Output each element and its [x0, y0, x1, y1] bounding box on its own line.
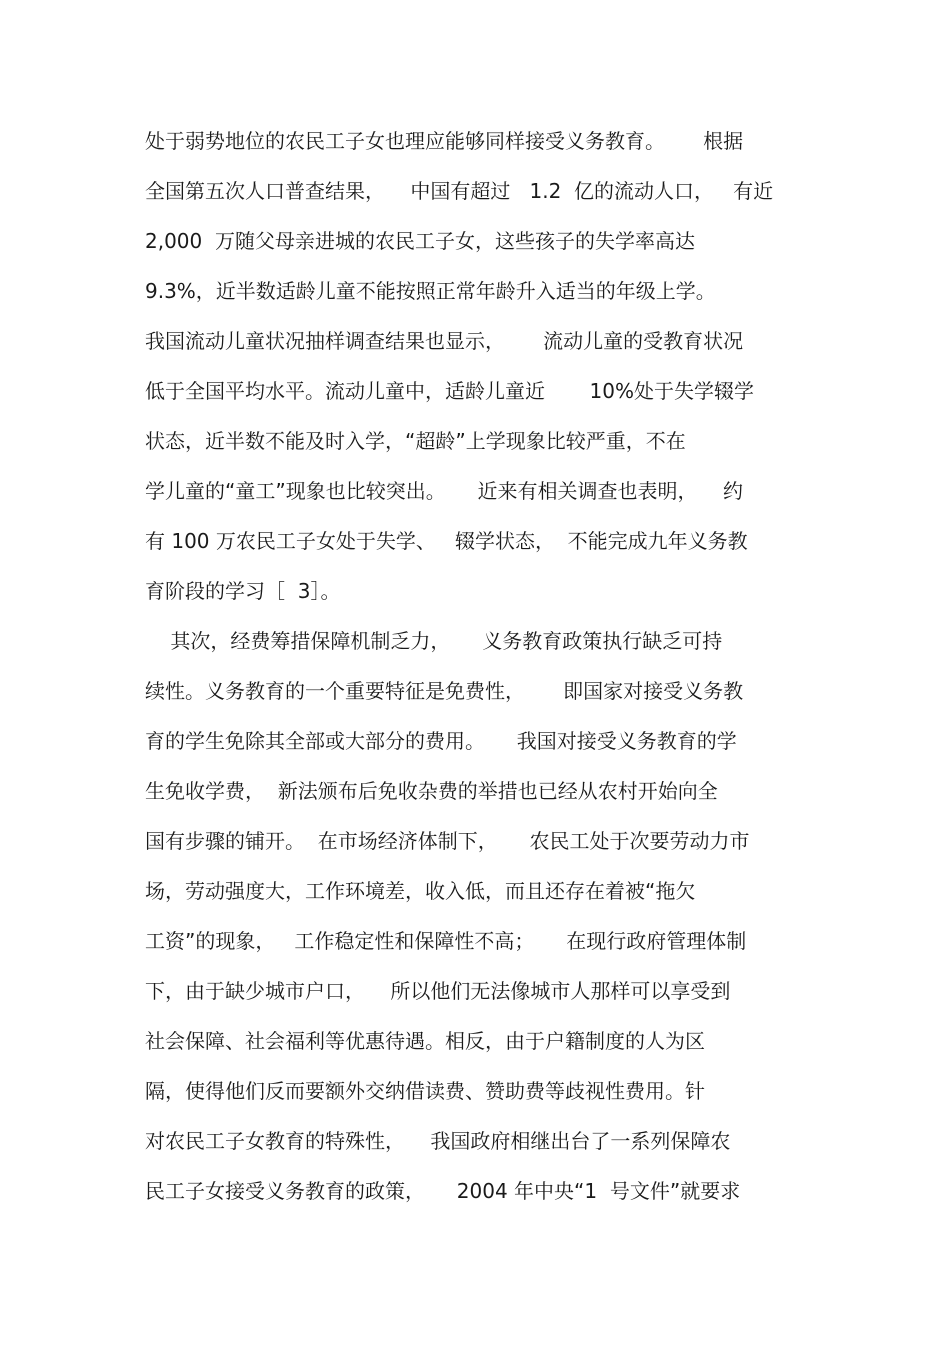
text-line: 育的学生免除其全部或大部分的费用。 我国对接受义务教育的学 [145, 729, 737, 753]
text-line: 社会保障、社会福利等优惠待遇。相反，由于户籍制度的人为区 [145, 1029, 705, 1053]
text-line: 低于全国平均水平。流动儿童中，适龄儿童近 10%处于失学辍学 [145, 379, 754, 403]
text-line: 隔，使得他们反而要额外交纳借读费、赞助费等歧视性费用。针 [145, 1079, 705, 1103]
text-line: 处于弱势地位的农民工子女也理应能够同样接受义务教育。 根据 [145, 129, 744, 153]
paragraph-start-line: 其次，经费筹措保障机制乏力， 义务教育政策执行缺乏可持 [145, 629, 723, 653]
text-line: 2,000 万随父母亲进城的农民工子女，这些孩子的失学率高达 [145, 229, 695, 253]
text-line: 民工子女接受义务教育的政策， 2004 年中央“1 号文件”就要求 [145, 1179, 741, 1203]
text-line: 育阶段的学习［ 3］。 [145, 579, 341, 603]
text-line: 状态，近半数不能及时入学，“超龄”上学现象比较严重，不在 [145, 429, 686, 453]
text-line: 生免收学费， 新法颁布后免收杂费的举措也已经从农村开始向全 [145, 779, 718, 803]
body-text [145, 123, 815, 1223]
text-line: 对农民工子女教育的特殊性， 我国政府相继出台了一系列保障农 [145, 1129, 731, 1153]
text-line: 场，劳动强度大，工作环境差，收入低，而且还存在着被“拖欠 [145, 879, 696, 903]
text-line: 学儿童的“童工”现象也比较突出。 近来有相关调查也表明， 约 [145, 479, 743, 503]
text-line: 9.3%，近半数适龄儿童不能按照正常年龄升入适当的年级上学。 [145, 279, 716, 303]
text-line: 工资”的现象， 工作稳定性和保障性不高； 在现行政府管理体制 [145, 929, 747, 953]
text-line: 续性。义务教育的一个重要特征是免费性， 即国家对接受义务教 [145, 679, 744, 703]
text-line: 我国流动儿童状况抽样调查结果也显示， 流动儿童的受教育状况 [145, 329, 744, 353]
text-line: 下，由于缺少城市户口， 所以他们无法像城市人那样可以享受到 [145, 979, 731, 1003]
text-line: 全国第五次人口普查结果， 中国有超过 1.2 亿的流动人口， 有近 [145, 179, 774, 203]
text-line: 有 100 万农民工子女处于失学、 辍学状态， 不能完成九年义务教 [145, 529, 748, 553]
text-line: 国有步骤的铺开。 在市场经济体制下， 农民工处于次要劳动力市 [145, 829, 750, 853]
